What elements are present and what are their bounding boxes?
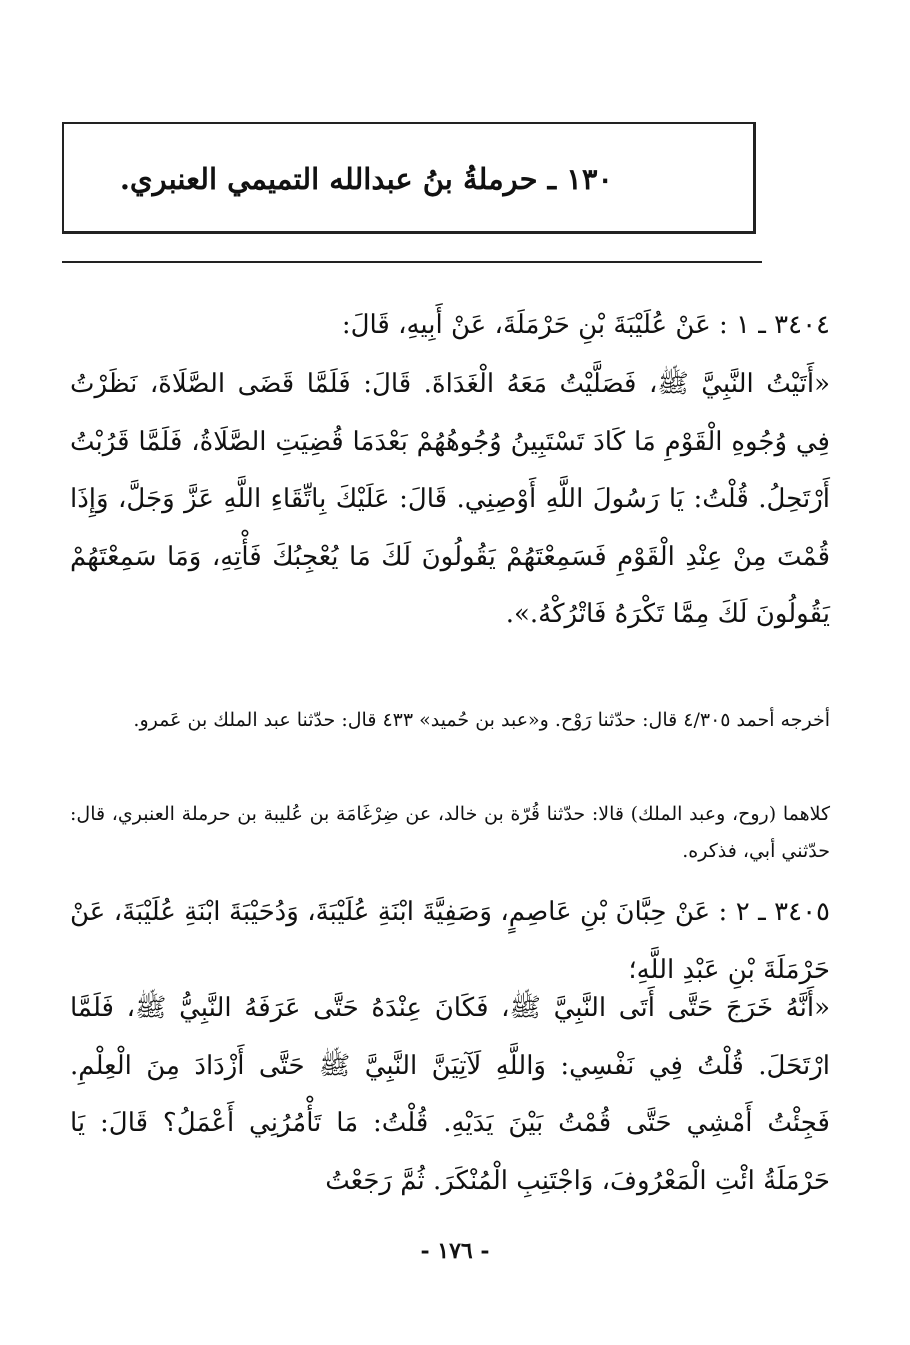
takhrij-note-1: أخرجه أحمد ٤/٣٠٥ قال: حدّثنا رَوْح. و«عبد بن حُميد» ٤٣٣ قال: حدّثنا عبد الملك بن عَمرو. bbox=[133, 709, 830, 731]
page-number: - ١٧٦ - bbox=[420, 1238, 490, 1264]
hadith-3405-isnad: ٣٤٠٥ ـ ٢ : عَنْ حِبَّانَ بْنِ عَاصِمٍ، وَصَفِيَّةَ ابْنَةِ عُلَيْبَةَ، وَدُحَيْبَةَ ابْنَةِ عُلَيْبَةَ، عَنْ حَرْمَلَةَ بْنِ عَبْدِ اللَّهِ؛ bbox=[70, 897, 830, 985]
section-title-frame bbox=[62, 122, 756, 234]
hadith-3405-matn: «أَنَّهُ خَرَجَ حَتَّى أَتَى النَّبِيَّ ﷺ، فَكَانَ عِنْدَهُ حَتَّى عَرَفَهُ النَّبِيُّ ﷺ، فَلَمَّا ارْتَحَلَ. قُلْتُ فِي نَفْسِي: وَاللَّهِ لَآتِيَنَّ النَّبِيَّ ﷺ حَتَّى أَزْدَادَ مِنَ الْعِلْمِ. فَجِئْتُ أَمْشِي حَتَّى قُمْتُ بَيْنَ يَدَيْهِ. قُلْتُ: مَا تَأْمُرُنِي أَعْمَلُ؟ قَالَ: يَا حَرْمَلَةُ ائْتِ الْمَعْرُوفَ، وَاجْتَنِبِ الْمُنْكَرَ. ثُمَّ رَجَعْتُ bbox=[70, 993, 830, 1196]
takhrij-note-2: كلاهما (روح، وعبد الملك) قالا: حدّثنا قُرّة بن خالد، عن ضِرْغَامَة بن عُليبة بن حرملة العنبري، قال: حدّثني أبي، فذكره. bbox=[70, 803, 830, 862]
hadith-3404-isnad: ٣٤٠٤ ـ ١ : عَنْ عُلَيْبَةَ بْنِ حَرْمَلَةَ، عَنْ أَبِيهِ، قَالَ: bbox=[341, 310, 830, 340]
header-divider bbox=[62, 261, 762, 263]
section-title: ١٣٠ ـ حرملةُ بنُ عبدالله التميمي العنبري. bbox=[119, 162, 613, 196]
hadith-3404-matn: «أَتَيْتُ النَّبِيَّ ﷺ، فَصَلَّيْتُ مَعَهُ الْغَدَاةَ. قَالَ: فَلَمَّا قَضَى الصَّلَاةَ، نَظَرْتُ فِي وُجُوهِ الْقَوْمِ مَا كَادَ تَسْتَبِينُ وُجُوهُهُمْ بَعْدَمَا قُضِيَتِ الصَّلَاةُ، فَلَمَّا قَرُبْتُ أَرْتَحِلُ. قُلْتُ: يَا رَسُولَ اللَّهِ أَوْصِنِي. قَالَ: عَلَيْكَ بِاتِّقَاءِ اللَّهِ عَزَّ وَجَلَّ، وَإِذَا قُمْتَ مِنْ عِنْدِ الْقَوْمِ فَسَمِعْتَهُمْ يَقُولُونَ لَكَ مَا يُعْجِبُكَ فَأْتِهِ، وَمَا سَمِعْتَهُمْ يَقُولُونَ لَكَ مِمَّا تَكْرَهُ فَاتْرُكْهُ.». bbox=[70, 369, 830, 629]
